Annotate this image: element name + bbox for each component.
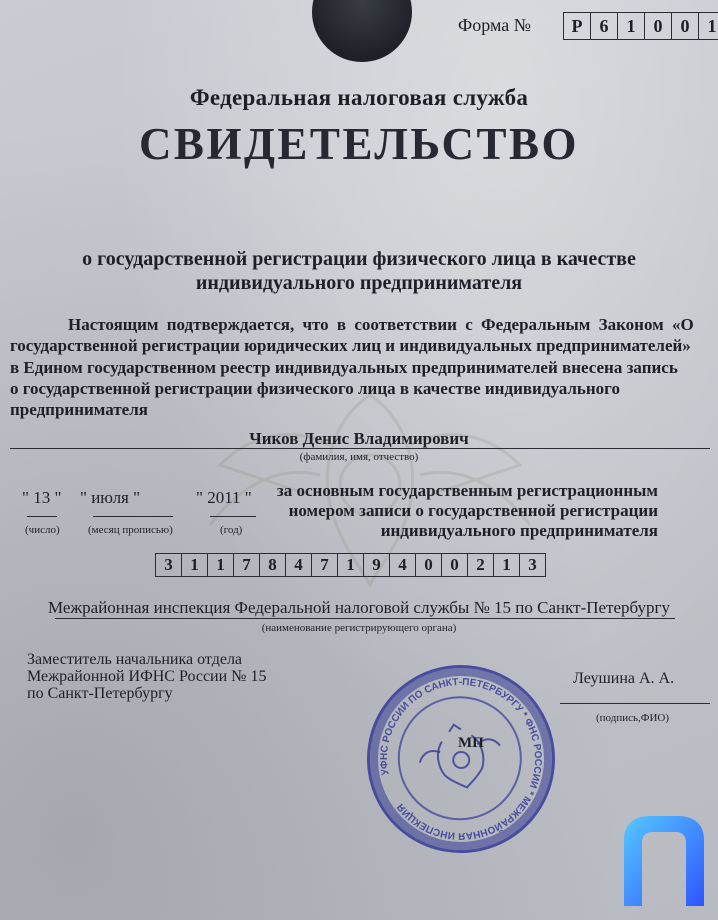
- form-number-label: Форма №: [458, 15, 531, 35]
- punch-hole: [312, 0, 412, 62]
- official-stamp: [350, 648, 573, 871]
- name-underline: [10, 448, 710, 449]
- body-text-line: Настоящим подтверждается, что в соответствии с Федеральным Законом «О: [68, 315, 694, 334]
- registration-number-cell: 7: [234, 553, 260, 577]
- year-caption: (год): [220, 524, 243, 536]
- subtitle-line: индивидуального предпринимателя: [195, 272, 523, 294]
- registration-text-line: индивидуального предпринимателя: [380, 521, 658, 540]
- date-month: " июля ": [80, 488, 141, 507]
- form-number-cell: 1: [618, 12, 645, 40]
- signature-caption: (подпись,ФИО): [596, 712, 669, 724]
- authority-name: Межрайонная инспекция Федеральной налоговой службы № 15 по Санкт-Петербургу: [47, 598, 671, 617]
- registration-number-cell: 1: [208, 553, 234, 577]
- signer-position-line: Межрайонной ИФНС России № 15: [27, 668, 267, 685]
- month-caption: (месяц прописью): [88, 524, 173, 536]
- authority-underline: [55, 618, 675, 619]
- registration-number-cell: 9: [364, 553, 390, 577]
- registration-number-cell: 4: [286, 553, 312, 577]
- registration-number-cell: 0: [416, 553, 442, 577]
- form-number-cell: 0: [672, 12, 699, 40]
- registration-number-cell: 1: [182, 553, 208, 577]
- stamp-emblem-icon: [353, 651, 569, 867]
- authority-caption: (наименование регистрирующего органа): [261, 622, 457, 634]
- document-title: СВИДЕТЕЛЬСТВО: [138, 119, 580, 169]
- body-text-line: государственной регистрации юридических лиц и индивидуальных предпринимателей»: [10, 336, 691, 355]
- registration-number-cell: 1: [494, 553, 520, 577]
- day-caption: (число): [25, 524, 60, 536]
- registration-number-boxes: [155, 553, 546, 577]
- registration-number-cell: 7: [312, 553, 338, 577]
- registration-number-cell: 0: [442, 553, 468, 577]
- signer-position-line: по Санкт-Петербургу: [27, 685, 173, 702]
- body-text-line: предпринимателя: [10, 400, 148, 419]
- registration-text-line: номером записи о государственной регистрации: [288, 501, 658, 520]
- month-underline: [93, 516, 173, 517]
- signature-underline: [560, 703, 710, 704]
- form-number-boxes: [563, 12, 718, 40]
- registration-number-cell: 8: [260, 553, 286, 577]
- person-name-caption: (фамилия, имя, отчество): [299, 451, 419, 463]
- body-text-line: о государственной регистрации физического лица в качестве индивидуального: [10, 379, 620, 398]
- corner-logo-icon: [618, 810, 710, 910]
- registration-text-line: за основным государственным регистрационным: [276, 481, 658, 500]
- registration-number-cell: 2: [468, 553, 494, 577]
- signer-position-line: Заместитель начальника отдела: [27, 651, 243, 668]
- stamp-ring-text: УФНС РОССИИ ПО САНКТ-ПЕТЕРБУРГУ * ФНС РОССИИ * МЕЖРАЙОННАЯ ИНСПЕКЦИЯ: [378, 676, 544, 842]
- form-number-cell: Р: [563, 12, 591, 40]
- body-text-line: в Едином государственном реестр индивидуальных предпринимателей внесена запись: [10, 358, 678, 377]
- signer-name: Леушина А. А.: [573, 670, 675, 687]
- registration-number-cell: 3: [155, 553, 182, 577]
- registration-number-cell: 4: [390, 553, 416, 577]
- stamp-mp-mark: МП: [458, 735, 484, 751]
- form-number-cell: 6: [591, 12, 618, 40]
- registration-number-cell: 1: [338, 553, 364, 577]
- agency-title: Федеральная налоговая служба: [189, 85, 529, 110]
- day-underline: [27, 516, 57, 517]
- registration-number-cell: 3: [520, 553, 546, 577]
- form-number-cell: 0: [645, 12, 672, 40]
- person-name: Чиков Денис Владимирович: [249, 429, 469, 448]
- subtitle-line: о государственной регистрации физического лица в качестве: [82, 248, 636, 270]
- year-underline: [210, 516, 256, 517]
- date-day: " 13 ": [22, 488, 62, 507]
- form-number-cell: 1: [699, 12, 718, 40]
- date-year: " 2011 ": [196, 488, 252, 507]
